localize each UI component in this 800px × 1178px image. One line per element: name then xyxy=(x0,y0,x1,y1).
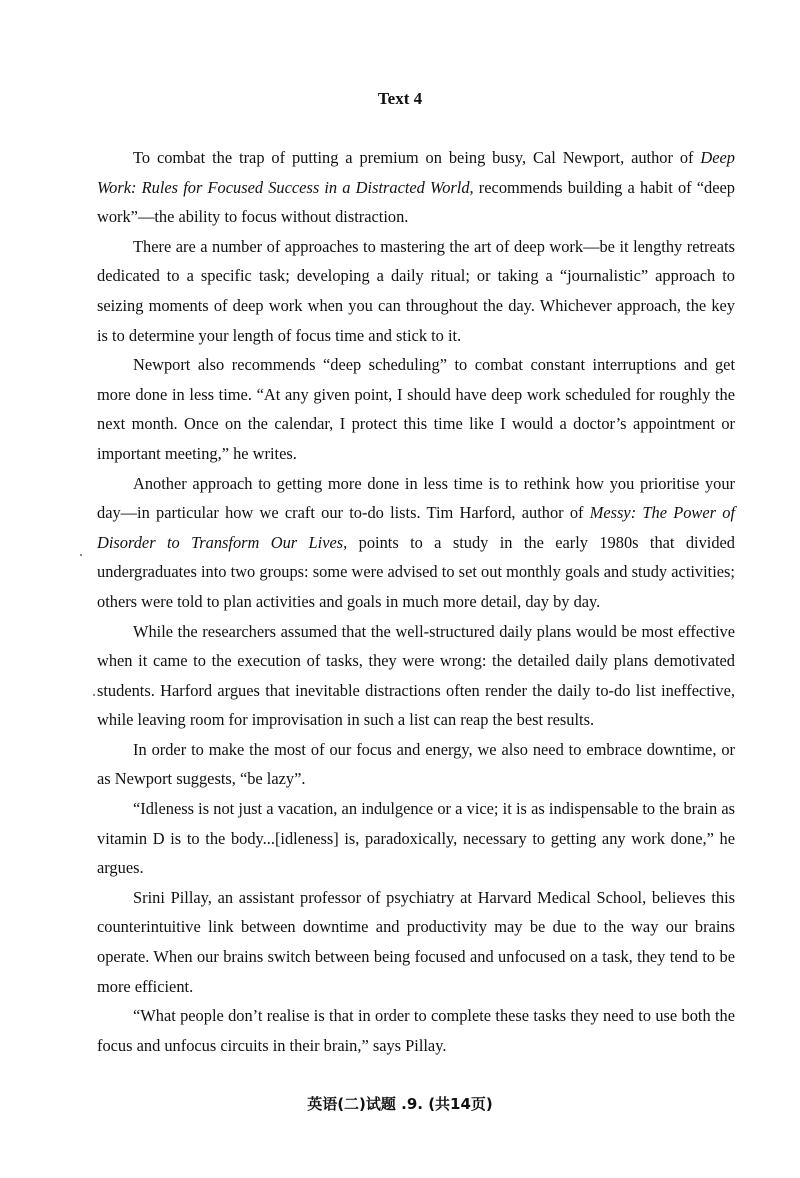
paragraph-text: , points to a study in the early 1980s that divided undergraduates into two groups: some were advised to set out monthly goals and study activities; others were told to plan activities and goals in much more detail, day by day. xyxy=(97,532,736,611)
paragraph-text: In order to make the most of our focus and energy, we also need to embrace downtime, or as Newport suggests, “be lazy”. xyxy=(97,739,735,789)
paragraph-text: Newport also recommends “deep scheduling” to combat constant interruptions and get more done in less time. “At any given point, I should have deep work scheduled for roughly the next month. Once on the calendar, I protect this time like I would a doctor’s appointment or important meeting,” he writes. xyxy=(97,355,735,463)
paragraph-text: Srini Pillay, an assistant professor of psychiatry at Harvard Medical School, believes this counterintuitive link between downtime and productivity may be due to the way our brains operate. When our brains switch between being focused and unfocused on a task, they tend to be more efficient. xyxy=(97,887,735,996)
paragraph xyxy=(97,883,735,1001)
paragraph xyxy=(97,469,735,617)
paragraph xyxy=(97,617,735,735)
paragraph xyxy=(97,232,735,350)
scan-speck xyxy=(93,694,95,696)
paragraph-text: Another approach to getting more done in less time is to rethink how you prioritise your day—in particular how we craft our to-do lists. Tim Harford, author of xyxy=(97,473,735,523)
book-title: Deep Work: Rules for Focused Success in a Distracted World xyxy=(97,148,735,197)
paragraph-text: While the researchers assumed that the well-structured daily plans would be most effective when it came to the execution of tasks, they were wrong: the detailed daily plans demotivated students. Harford argues that inevitable distractions often render the daily to-do list ineffective, while leaving room for improvisation in such a list can reap the best results. xyxy=(97,621,735,730)
paragraph-text: “What people don’t realise is that in order to complete these tasks they need to use both the focus and unfocus circuits in their brain,” says Pillay. xyxy=(97,1006,735,1055)
paragraph-text: To combat the trap of putting a premium on being busy, Cal Newport, author of xyxy=(133,148,701,167)
paragraph-text: There are a number of approaches to mastering the art of deep work—be it lengthy retreats dedicated to a specific task; developing a daily ritual; or taking a “journalistic” approach to seizing moments of deep work when you can throughout the day. Whichever approach, the key is to determine your length of focus time and stick to it. xyxy=(97,236,735,345)
scan-speck xyxy=(80,554,82,556)
paragraph xyxy=(97,735,735,794)
page-footer: 英语(二)试题 .9. (共14页) xyxy=(307,1095,493,1113)
page-title: Text 4 xyxy=(377,89,423,108)
paragraph-text: “Idleness is not just a vacation, an indulgence or a vice; it is as indispensable to the brain as vitamin D is to the body...[idleness] is, paradoxically, necessary to getting any work done,” he argues. xyxy=(97,799,735,878)
paragraph xyxy=(97,794,735,883)
paragraph-text: , recommends building a habit of “deep work”—the ability to focus without distraction. xyxy=(97,177,735,227)
passage-body xyxy=(97,143,735,1060)
paragraph xyxy=(97,350,735,468)
book-title: Messy: The Power of Disorder to Transform Our Lives xyxy=(97,503,735,552)
paragraph xyxy=(97,1001,735,1060)
paragraph xyxy=(97,143,735,232)
